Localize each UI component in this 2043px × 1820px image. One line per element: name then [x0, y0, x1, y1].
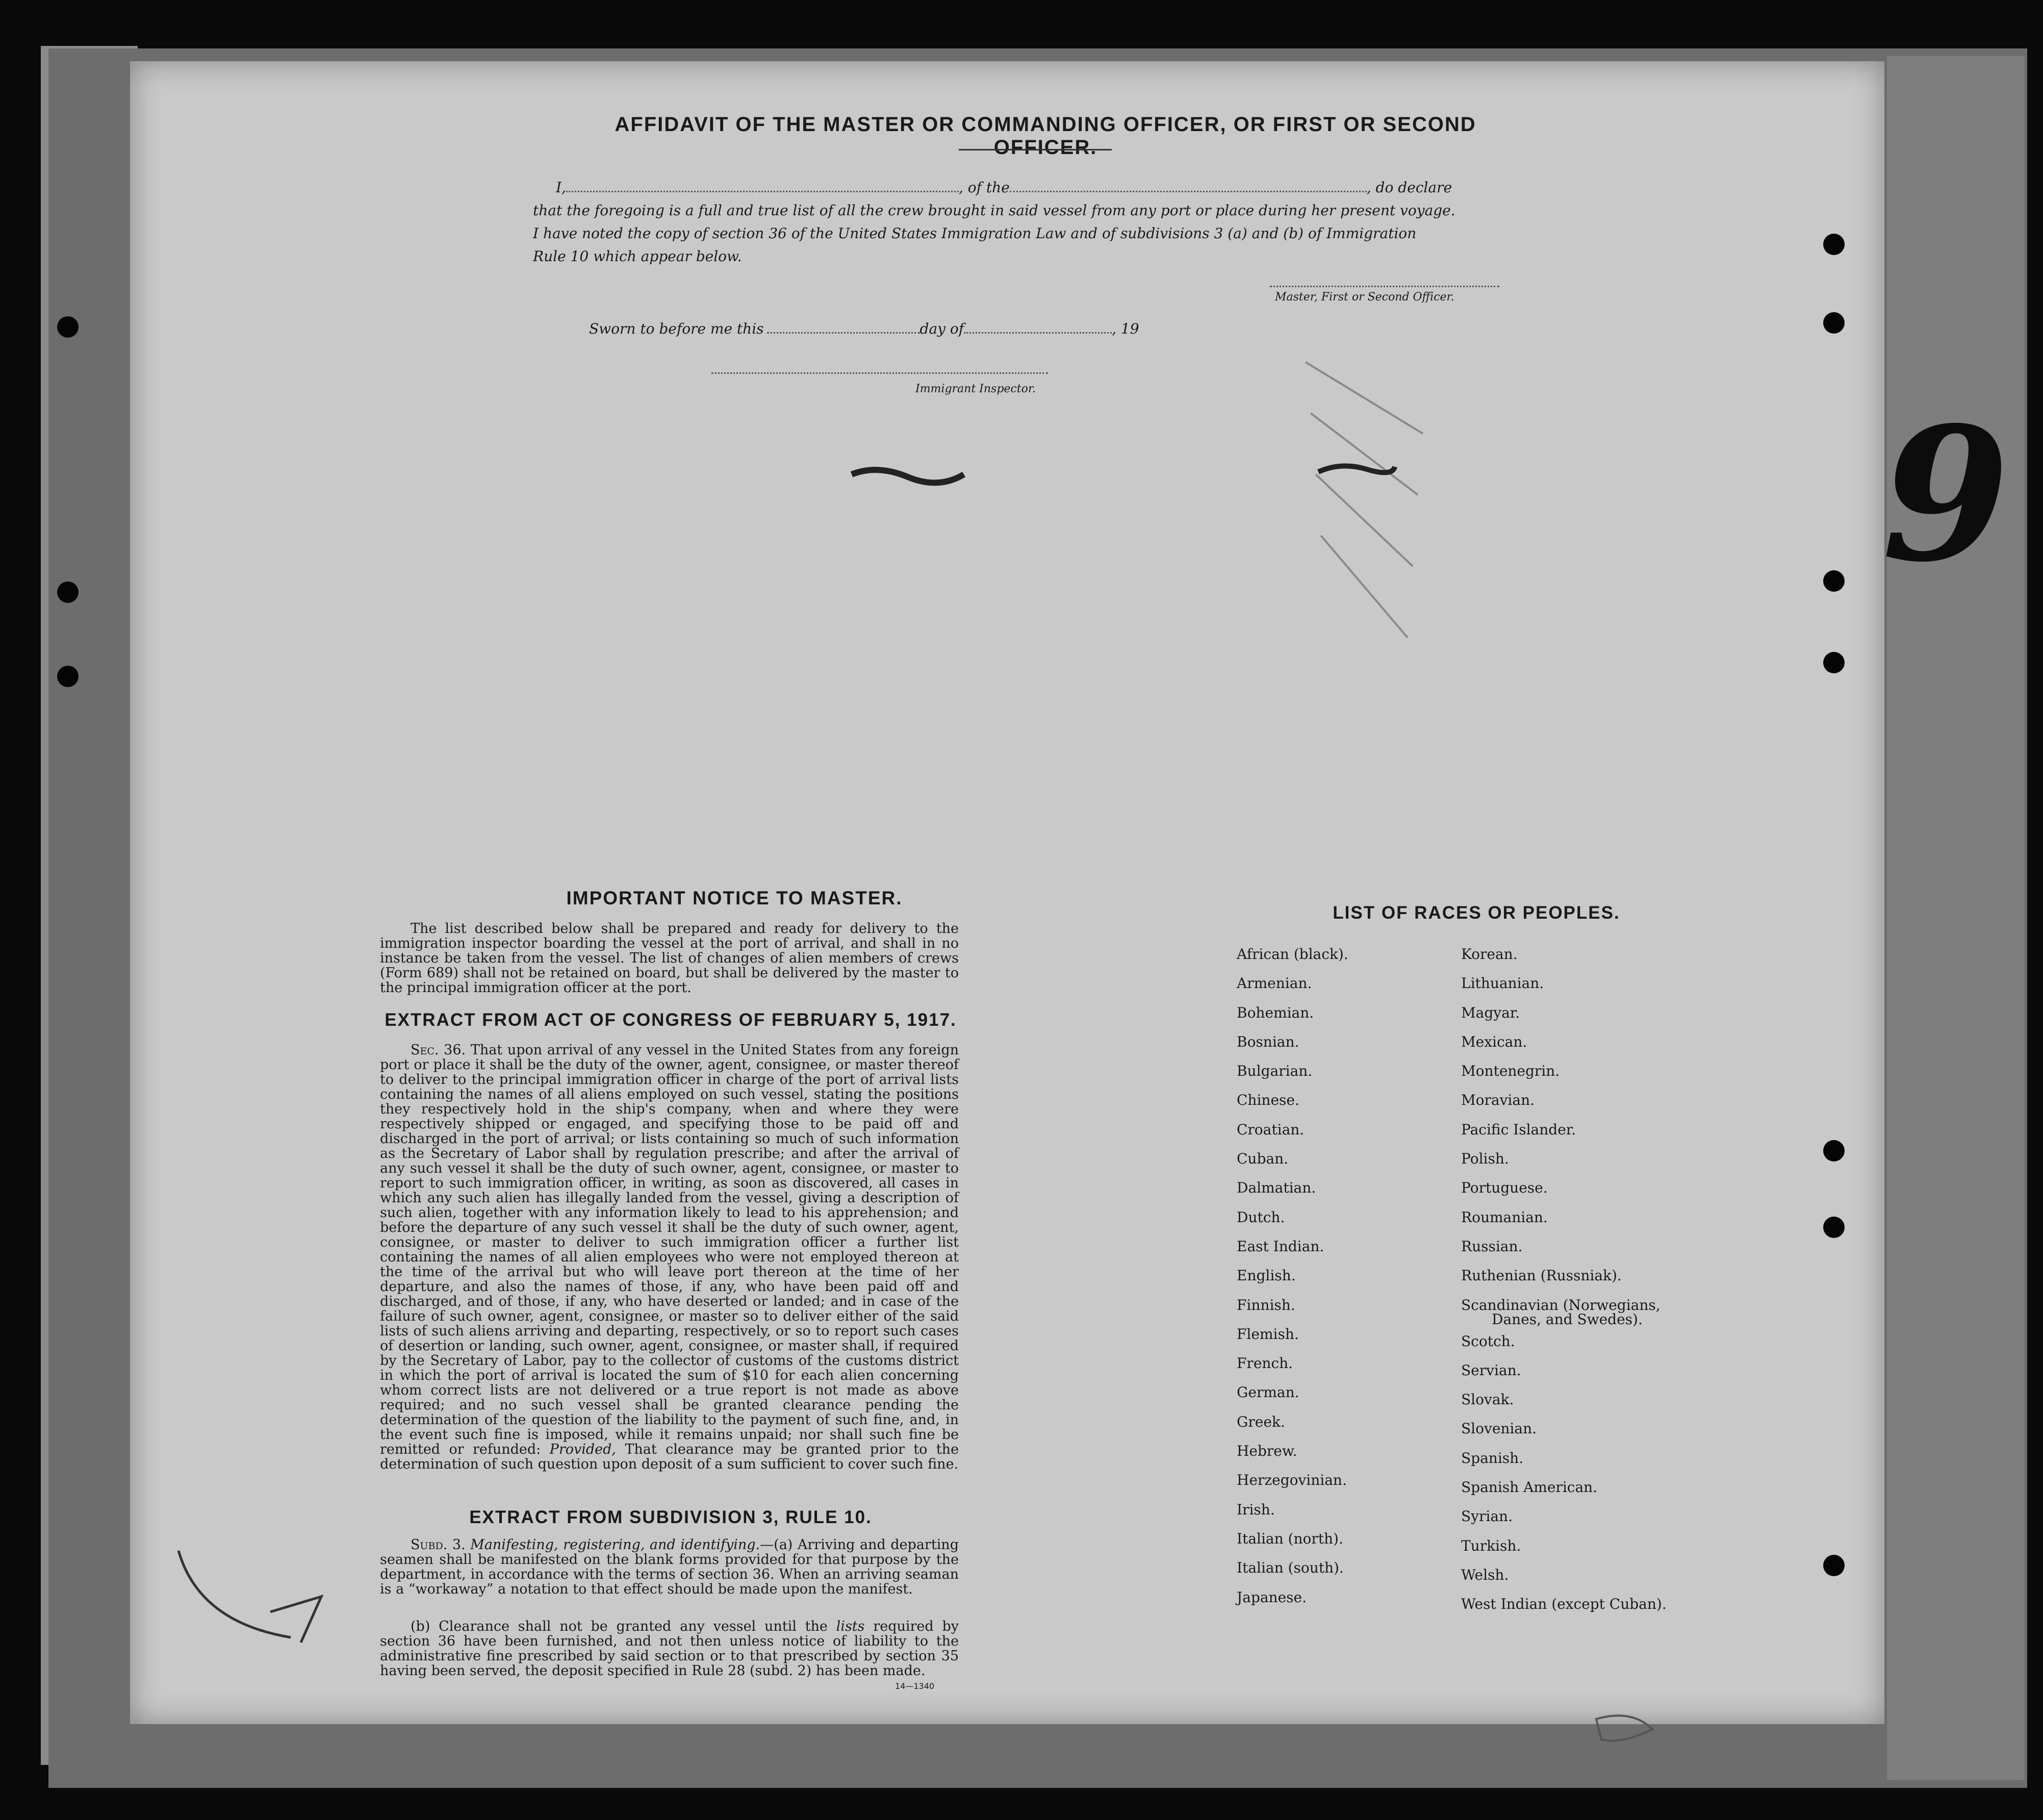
- race-item: French.: [1237, 1355, 1293, 1372]
- title-rule: [959, 149, 1112, 150]
- binding-hole: [57, 666, 79, 687]
- binding-hole: [57, 316, 79, 338]
- race-item: Portuguese.: [1461, 1179, 1548, 1197]
- binding-hole: [1823, 1555, 1845, 1576]
- notice-text: The list described below shall be prepared and ready for delivery to the immigration inspector boarding the vessel at the port of arrival, and shall in no instance be taken from the vessel. The list of changes of alien members of crews (Form 689) shall not be retained on board, but shall be delivered by the master to the principal immigration officer at the port.: [380, 921, 959, 996]
- race-item: Bosnian.: [1237, 1033, 1299, 1050]
- race-item: Bohemian.: [1237, 1004, 1314, 1021]
- handwritten-folio-number: 9: [1882, 387, 2010, 602]
- binding-hole: [1823, 1140, 1845, 1161]
- races-title: LIST OF RACES OR PEOPLES.: [1333, 903, 1620, 923]
- ink-smudge: [847, 459, 969, 490]
- faint-pencil-strokes: [1300, 352, 1433, 658]
- race-item: Irish.: [1237, 1501, 1275, 1518]
- race-item: West Indian (except Cuban).: [1461, 1596, 1667, 1613]
- affiant-prefix: I,: [556, 179, 566, 196]
- race-item: Pacific Islander.: [1461, 1121, 1576, 1138]
- provided-word: Provided,: [549, 1442, 617, 1457]
- race-item: Cuban.: [1237, 1150, 1289, 1168]
- race-item: Chinese.: [1237, 1092, 1299, 1109]
- race-item: Italian (north).: [1237, 1530, 1343, 1547]
- sworn-label: Sworn to before me this: [589, 320, 764, 337]
- day-of-label: day of: [920, 320, 964, 337]
- declare-label: , do declare: [1366, 179, 1452, 196]
- affidavit-line-4: Rule 10 which appear below.: [533, 248, 742, 265]
- subd-label: Subd. 3.: [411, 1537, 466, 1553]
- binding-hole: [1823, 570, 1845, 592]
- race-item: East Indian.: [1237, 1237, 1324, 1255]
- binding-hole: [1823, 1217, 1845, 1238]
- act-extract-title: EXTRACT FROM ACT OF CONGRESS OF FEBRUARY 5, 1917.: [385, 1010, 957, 1030]
- races-left-column: [1237, 946, 1348, 1619]
- act-section-text: That upon arrival of any vessel in the United States from any foreign port or place it shall be the duty of the owner, agent, consignee, or master thereof to deliver to the principal immigration officer in charge of the port of arrival lists containing the names of all aliens employed on such vessel, stating the positions they respectively hold in the ship's company, when and where they were respectively shipped or engaged, and specifying those to be paid off and discharged in the port of arrival; or lists containing so much of such information as the Secretary of Labor shall by regulation prescribe; and after the arrival of any such vessel it shall be the duty of such owner, agent, consignee, or master to report to such immigration officer, in writing, as soon as discovered, all cases in which any such alien has illegally landed from the vessel, giving a description of such alien, together with any information likely to lead to his apprehension; and before the departure of any such vessel it shall be the duty of such owner, agent, consignee, or master to deliver to such immigration officer a further list containing the names of all alien employees who were not employed thereon at the time of the arrival but who will leave port thereon at the time of her departure, and also the names of those, if any, who have been paid off and discharged, and of those, if any, who have deserted or landed; and in case of the failure of such owner, agent, consignee, or master so to deliver either of the said lists of such aliens arriving and departing, respectively, or so to report such cases of desertion or landing, such owner, agent, consignee, or master shall, if required by the Secretary of Labor, pay to the collector of customs of the customs district in which the port of arrival is located the sum of $10 for each alien concerning whom correct lists are not delivered or a true report is not made as above required; and no such vessel shall be granted clearance pending the determination of the question of the liability to the payment of such fine, and, in the event such fine is imposed, while it remains unpaid; nor shall such fine be remitted or refunded:: [380, 1042, 959, 1457]
- sworn-day-blank[interactable]: [767, 332, 920, 334]
- notice-title: IMPORTANT NOTICE TO MASTER.: [566, 888, 903, 908]
- race-item: Herzegovinian.: [1237, 1472, 1347, 1489]
- race-item: Italian (south).: [1237, 1559, 1344, 1577]
- inspector-label: Immigrant Inspector.: [915, 383, 1036, 395]
- race-item: Welsh.: [1461, 1566, 1509, 1583]
- year-label: , 19: [1112, 320, 1139, 337]
- race-item: Armenian.: [1237, 975, 1312, 992]
- vessel-name-blank[interactable]: [1010, 191, 1367, 192]
- race-item: Dalmatian.: [1237, 1179, 1316, 1197]
- binding-hole: [1823, 652, 1845, 673]
- rule-para-b-start: (b) Clearance shall not be granted any vessel until the: [411, 1619, 828, 1634]
- sec-label: Sec. 36.: [411, 1042, 466, 1058]
- act-section-text-end: That clearance may be granted prior to the determination of such question upon deposit of a sum sufficient to cover such fine.: [380, 1442, 959, 1472]
- race-item: Russian.: [1461, 1237, 1523, 1255]
- race-item: Greek.: [1237, 1413, 1285, 1430]
- race-item: Servian.: [1461, 1361, 1521, 1379]
- race-item: German.: [1237, 1384, 1299, 1401]
- binding-hole: [57, 582, 79, 603]
- race-item: Turkish.: [1461, 1537, 1521, 1554]
- race-item: English.: [1237, 1267, 1296, 1284]
- race-item: Syrian.: [1461, 1508, 1513, 1525]
- race-item: Flemish.: [1237, 1325, 1299, 1343]
- rule-para-b: [380, 1619, 959, 1678]
- race-item: Scotch.: [1461, 1332, 1515, 1350]
- race-item: Scandinavian (Norwegians,: [1461, 1296, 1661, 1313]
- rule-extract-title: EXTRACT FROM SUBDIVISION 3, RULE 10.: [469, 1507, 872, 1527]
- affidavit-line-3: I have noted the copy of section 36 of the United States Immigration Law and of subdivisions 3 (a) and (b) of Immigration: [533, 225, 1417, 242]
- race-item: Mexican.: [1461, 1033, 1527, 1050]
- races-right-column: [1461, 946, 1667, 1626]
- race-item: Lithuanian.: [1461, 975, 1544, 992]
- race-item: Montenegrin.: [1461, 1063, 1560, 1080]
- ink-smudge: [1316, 459, 1397, 479]
- underlying-page-edge: [1887, 56, 2025, 1780]
- rule-para-b-lists: lists: [836, 1619, 865, 1634]
- race-item: Spanish American.: [1461, 1479, 1598, 1496]
- affiant-name-blank[interactable]: [566, 191, 959, 192]
- affidavit-title: AFFIDAVIT OF THE MASTER OR COMMANDING OFFICER, OR FIRST OR SECOND OFFICER.: [615, 113, 1476, 159]
- affiant-of-label: , of the: [958, 179, 1010, 196]
- binding-hole: [1823, 312, 1845, 334]
- subd-heading: Manifesting, registering, and identifying.: [470, 1537, 760, 1553]
- race-item: Moravian.: [1461, 1092, 1535, 1109]
- rule-para-a: [380, 1537, 959, 1597]
- race-item: Bulgarian.: [1237, 1063, 1313, 1080]
- race-item: Polish.: [1461, 1150, 1509, 1168]
- pencil-mark: [168, 1535, 342, 1658]
- master-signature-blank[interactable]: [1270, 286, 1499, 287]
- binding-hole: [1823, 234, 1845, 255]
- act-extract-text: [380, 1043, 959, 1472]
- affidavit-line-2: that the foregoing is a full and true list of all the crew brought in said vessel from any port or place during her present voyage.: [533, 202, 1455, 219]
- pencil-mark: [1591, 1709, 1663, 1750]
- rule-para-a-text: —(a) Arriving and departing seamen shall be manifested on the blank forms provided for that purpose by the department, in accordance with the terms of section 36. When an arriving seaman is a “workaway” a notation to that effect should be made upon the manifest.: [380, 1537, 959, 1597]
- race-item: Japanese.: [1237, 1588, 1307, 1606]
- race-item: Slovak.: [1461, 1391, 1514, 1408]
- race-item: Finnish.: [1237, 1296, 1295, 1313]
- race-item: Spanish.: [1461, 1449, 1524, 1467]
- sworn-line: [589, 320, 1139, 337]
- race-item: Korean.: [1461, 946, 1518, 963]
- master-signature-label: Master, First or Second Officer.: [1275, 291, 1454, 304]
- race-item: Magyar.: [1461, 1004, 1520, 1021]
- race-item: African (black).: [1237, 946, 1348, 963]
- sworn-month-blank[interactable]: [964, 332, 1112, 334]
- form-number: 14—1340: [895, 1681, 935, 1691]
- rule-para-b-end: required by section 36 have been furnished, and not then unless notice of liability to the administrative fine prescribed by said section or to that prescribed by section 35 having been served, the deposit specified in Rule 28 (subd. 2) has been made.: [380, 1619, 959, 1679]
- inspector-signature-blank[interactable]: [711, 372, 1048, 374]
- race-item: Hebrew.: [1237, 1443, 1297, 1460]
- race-item: Ruthenian (Russniak).: [1461, 1267, 1622, 1284]
- race-item: Slovenian.: [1461, 1420, 1537, 1437]
- race-item: Dutch.: [1237, 1208, 1285, 1226]
- race-item: Croatian.: [1237, 1121, 1305, 1138]
- affidavit-body: [533, 176, 1553, 268]
- race-item: Danes, and Swedes).: [1492, 1310, 1643, 1328]
- race-item: Roumanian.: [1461, 1208, 1548, 1226]
